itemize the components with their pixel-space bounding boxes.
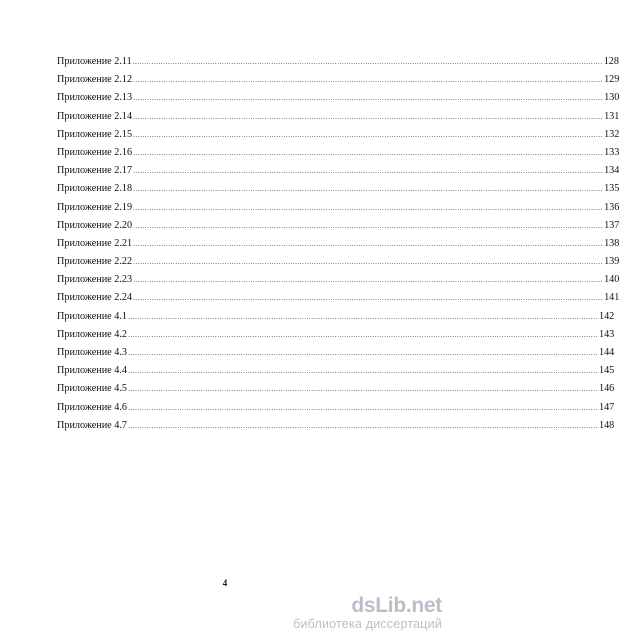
toc-entry [57,180,619,198]
toc-entry-page: 145 [598,365,615,377]
toc-entry-label: Приложение 2.19 [57,201,133,213]
toc-entry [57,89,619,107]
toc-entry-page: 148 [598,419,615,431]
toc-entry [57,399,615,417]
toc-leader-dots: ........................................................................................................................................................................................................ [133,276,604,285]
toc-entry-label: Приложение 2.13 [57,92,133,104]
toc-entry-page: 136 [604,201,619,213]
toc-entry-label: Приложение 2.17 [57,165,133,177]
toc-leader-dots: ........................................................................................................................................................................................................ [127,312,598,321]
toc-leader-dots: ........................................................................................................................................................................................................ [127,385,598,394]
toc-entry [57,71,619,89]
toc-entry-label: Приложение 2.11 [57,56,132,67]
toc-leader-dots: ........................................................................................................................................................................................................ [127,330,598,339]
toc-entry-page: 141 [604,292,619,304]
toc-entry [57,53,619,71]
toc-entry [57,144,619,162]
toc-entry-label: Приложение 4.5 [57,383,127,395]
toc-entry-page: 138 [604,237,619,249]
toc-entry [57,108,619,126]
toc-entry [57,126,619,144]
toc-entry-page: 139 [604,256,619,268]
toc-entry [57,253,619,271]
toc-leader-dots: ........................................................................................................................................................................................................ [127,367,598,376]
toc-entry [57,162,619,180]
toc-leader-dots: ........................................................................................................................................................................................................ [133,239,604,248]
toc-entry-label: Приложение 4.2 [57,328,127,340]
watermark-tagline: библиотека диссертаций [293,617,442,631]
toc-entry-label: Приложение 2.24 [57,292,133,304]
toc-entry [57,417,615,435]
toc-leader-dots: ........................................................................................................................................................................................................ [127,403,598,412]
toc-entry-page: 144 [598,347,615,358]
toc-leader-dots: ........................................................................................................................................................................................................ [127,421,598,430]
toc-entry [57,199,619,217]
toc-entry [57,380,615,398]
toc-entry-page: 146 [598,383,615,395]
toc-entry [57,217,619,235]
toc-entry-page: 147 [598,401,615,413]
toc-entry-page: 130 [604,92,619,104]
toc-entry-label: Приложение 4.1 [57,310,127,322]
toc-entry-label: Приложение 2.22 [57,256,133,268]
toc-entry-page: 132 [604,128,619,140]
toc-entry [57,362,615,380]
toc-entry-label: Приложение 2.18 [57,183,133,195]
toc-leader-dots: ........................................................................................................................................................................................................ [133,167,604,176]
page-number: 4 [222,578,228,588]
toc-entry-label: Приложение 2.23 [57,274,133,286]
toc-entry-label: Приложение 4.7 [57,419,127,431]
toc-entry-label: Приложение 2.16 [57,146,133,158]
toc-entry-label: Приложение 4.3 [57,347,127,358]
toc-leader-dots: ........................................................................................................................................................................................................ [133,294,604,303]
toc-entry-page: 129 [604,74,619,86]
toc-entry-label: Приложение 2.12 [57,74,133,86]
toc-entry-label: Приложение 2.14 [57,110,133,122]
toc-leader-dots: ........................................................................................................................................................................................................ [133,221,604,230]
toc-leader-dots: ........................................................................................................................................................................................................ [132,58,603,66]
toc-entry-label: Приложение 4.6 [57,401,127,413]
toc-entry-page: 143 [598,328,615,340]
toc-entry-label: Приложение 2.20 [57,219,133,231]
toc-entry [57,326,615,344]
toc-entry [57,289,619,307]
toc-entry [57,235,619,253]
toc-entry [57,271,619,289]
toc-entry-page: 128 [603,56,619,67]
toc-entry [57,344,615,362]
table-of-contents [57,53,619,435]
toc-entry-page: 135 [604,183,619,195]
toc-entry-page: 131 [604,110,619,122]
toc-leader-dots: ........................................................................................................................................................................................................ [133,94,604,103]
toc-entry-page: 133 [604,146,619,158]
toc-leader-dots: ........................................................................................................................................................................................................ [133,76,604,85]
toc-leader-dots: ........................................................................................................................................................................................................ [133,258,604,267]
toc-entry-label: Приложение 2.21 [57,237,133,249]
toc-leader-dots: ........................................................................................................................................................................................................ [133,148,604,157]
toc-leader-dots: ........................................................................................................................................................................................................ [133,203,604,212]
toc-entry [57,308,615,326]
watermark-logo: dsLib.net [351,594,442,617]
toc-leader-dots: ........................................................................................................................................................................................................ [127,349,598,357]
toc-leader-dots: ........................................................................................................................................................................................................ [133,130,604,139]
toc-leader-dots: ........................................................................................................................................................................................................ [133,112,604,121]
toc-entry-page: 142 [598,310,615,322]
toc-leader-dots: ........................................................................................................................................................................................................ [133,185,604,194]
toc-entry-page: 134 [604,165,619,177]
toc-entry-label: Приложение 4.4 [57,365,127,377]
toc-entry-page: 137 [604,219,619,231]
toc-entry-page: 140 [604,274,619,286]
watermark [293,595,442,631]
toc-entry-label: Приложение 2.15 [57,128,133,140]
